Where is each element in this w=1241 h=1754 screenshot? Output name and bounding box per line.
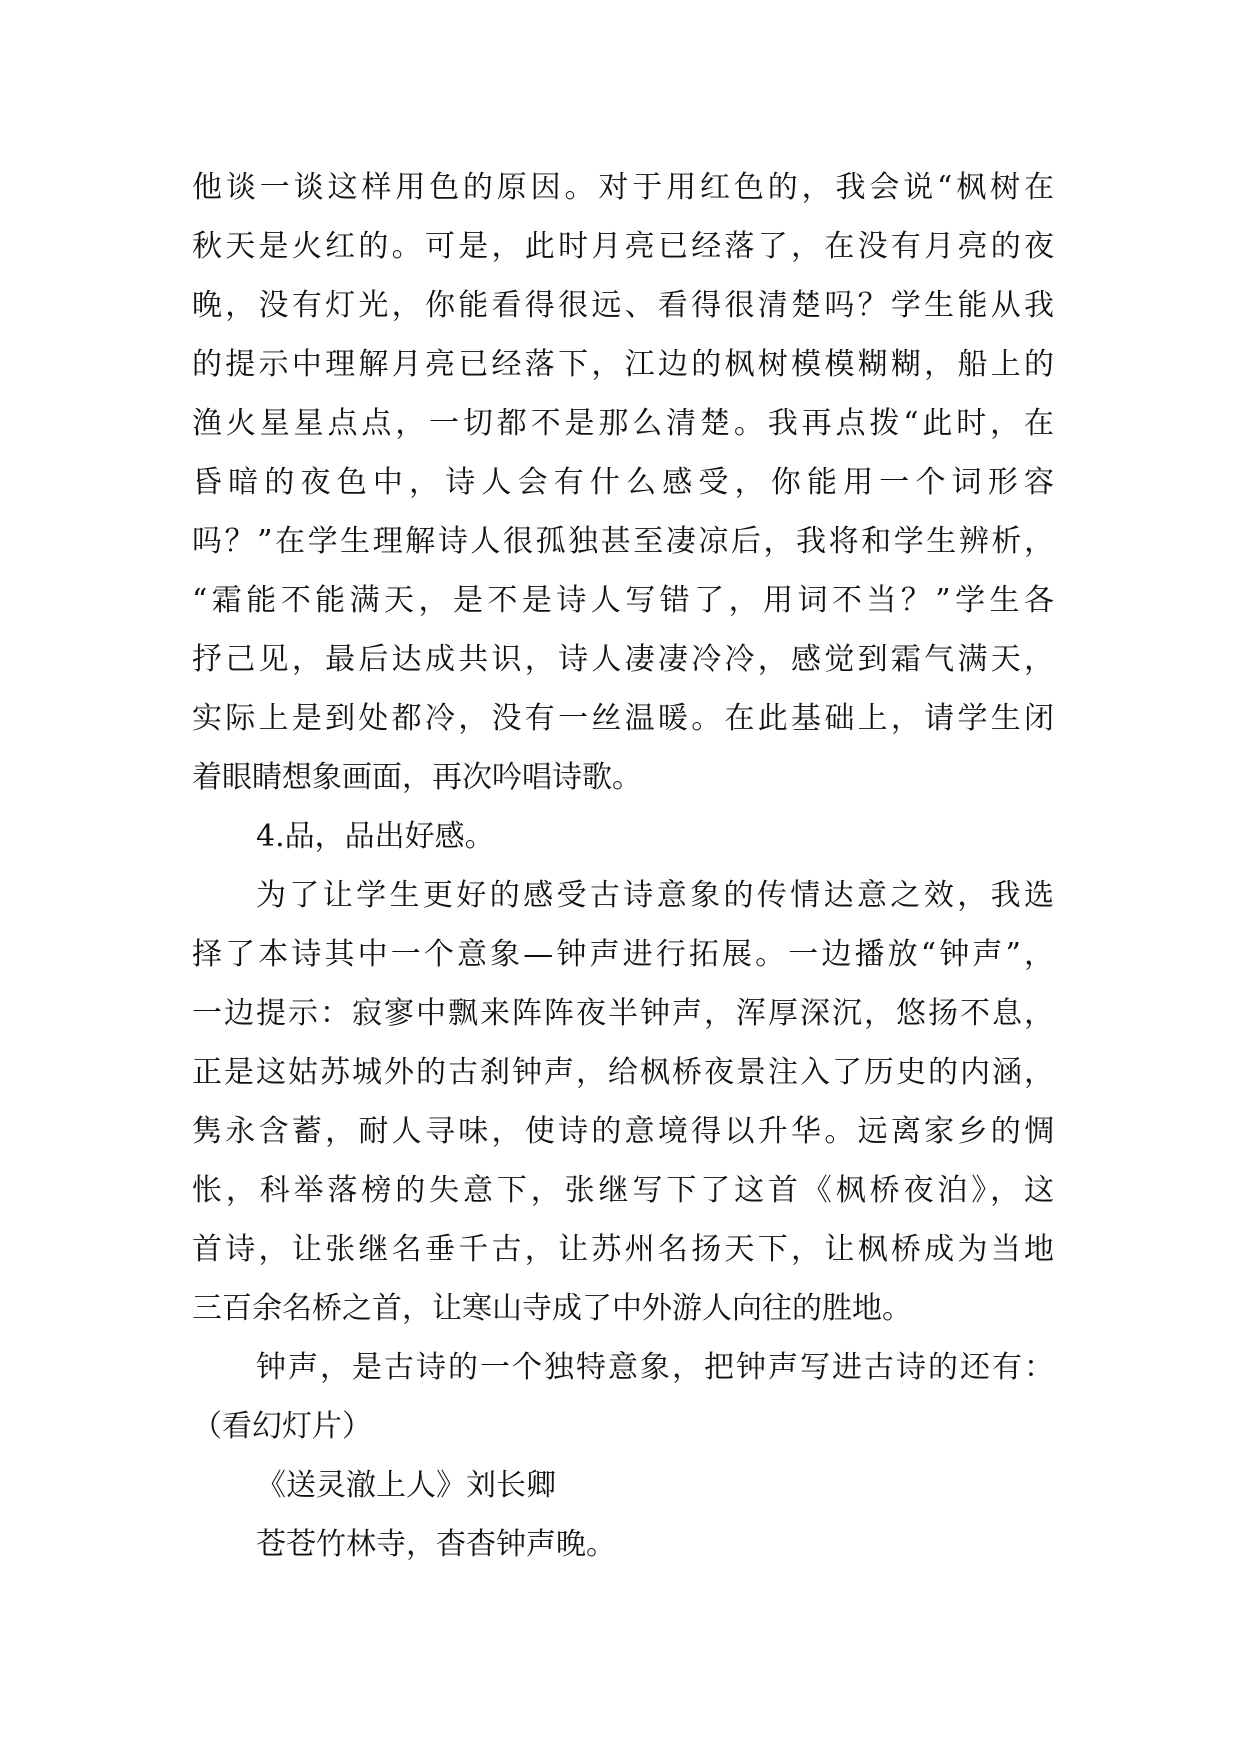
text-line: 三百余名桥之首，让寒山寺成了中外游人向往的胜地。 [192, 1291, 912, 1326]
text-line: “霜能不能满天，是不是诗人写错了，用词不当？”学生各 [192, 583, 1054, 618]
text-line: 他谈一谈这样用色的原因。对于用红色的，我会说“枫树在 [192, 170, 1054, 205]
text-line: 昏暗的夜色中，诗人会有什么感受，你能用一个词形容 [192, 465, 1054, 500]
text-line: 抒己见，最后达成共识，诗人凄凄冷冷，感觉到霜气满天， [192, 642, 1054, 677]
text-line: 着眼睛想象画面，再次吟唱诗歌。 [192, 760, 642, 795]
text-line: 吗？”在学生理解诗人很孤独甚至凄凉后，我将和学生辨析， [192, 524, 1054, 559]
document-body [192, 158, 1054, 1574]
text-line: 钟声，是古诗的一个独特意象，把钟声写进古诗的还有： [256, 1350, 1054, 1385]
text-line: 正是这姑苏城外的古刹钟声，给枫桥夜景注入了历史的内涵， [192, 1055, 1054, 1090]
text-line: 择了本诗其中一个意象—钟声进行拓展。一边播放“钟声”， [192, 937, 1054, 972]
text-line: 怅，科举落榜的失意下，张继写下了这首《枫桥夜泊》，这 [192, 1173, 1054, 1208]
text-line: （看幻灯片） [192, 1409, 372, 1444]
text-line: 为了让学生更好的感受古诗意象的传情达意之效，我选 [256, 878, 1054, 913]
text-line: 苍苍竹林寺，杳杳钟声晚。 [256, 1527, 616, 1562]
text-line: 4.品，品出好感。 [256, 819, 495, 854]
text-line: 晚，没有灯光，你能看得很远、看得很清楚吗？学生能从我 [192, 288, 1054, 323]
text-line: 隽永含蓄，耐人寻味，使诗的意境得以升华。远离家乡的惆 [192, 1114, 1054, 1149]
text-line: 的提示中理解月亮已经落下，江边的枫树模模糊糊，船上的 [192, 347, 1054, 382]
text-line: 《送灵澈上人》刘长卿 [256, 1468, 556, 1503]
text-line: 一边提示：寂寥中飘来阵阵夜半钟声，浑厚深沉，悠扬不息， [192, 996, 1054, 1031]
text-line: 实际上是到处都冷，没有一丝温暖。在此基础上，请学生闭 [192, 701, 1054, 736]
text-line: 秋天是火红的。可是，此时月亮已经落了，在没有月亮的夜 [192, 229, 1054, 264]
text-line: 渔火星星点点，一切都不是那么清楚。我再点拨“此时，在 [192, 406, 1054, 441]
text-line: 首诗，让张继名垂千古，让苏州名扬天下，让枫桥成为当地 [192, 1232, 1054, 1267]
